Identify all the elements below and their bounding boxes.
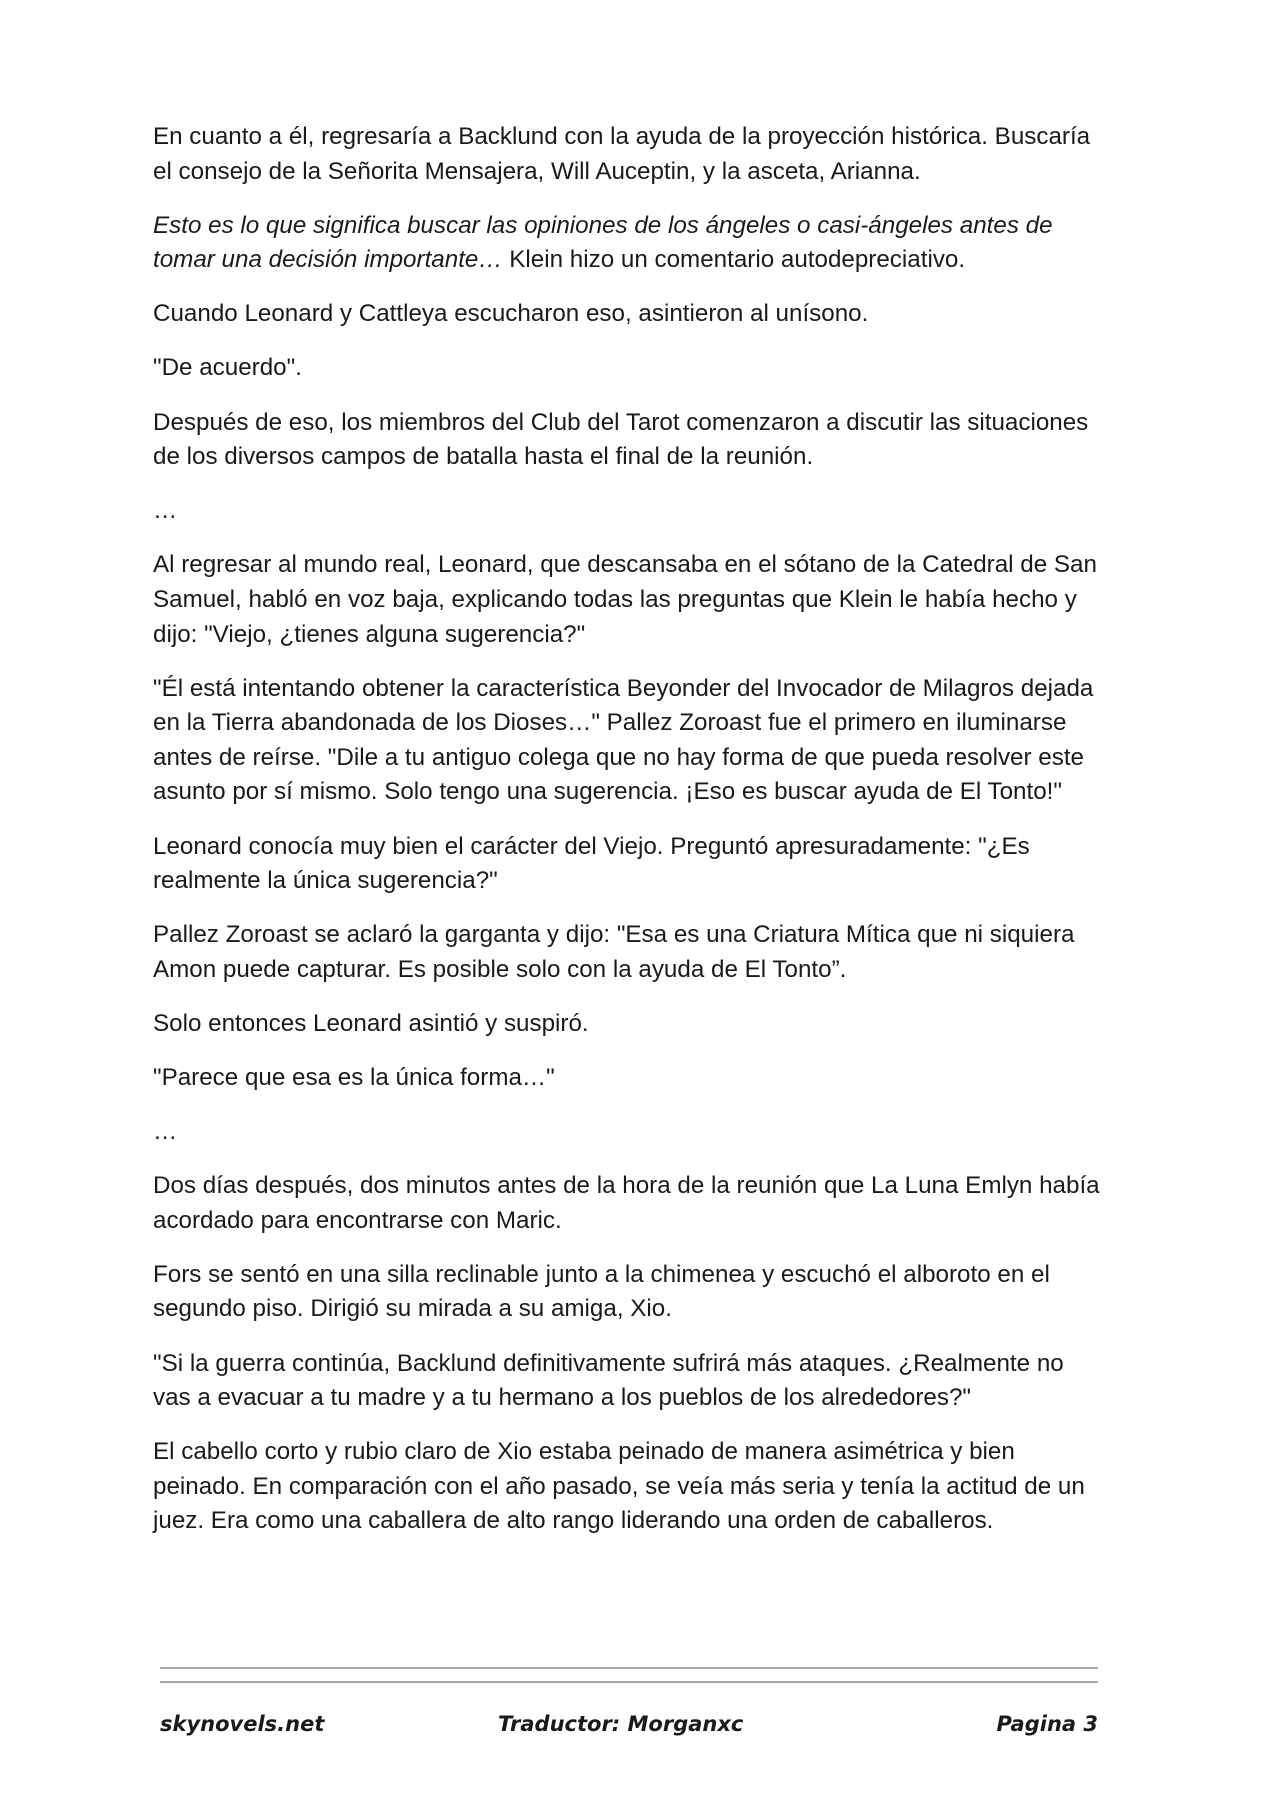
paragraph: Solo entonces Leonard asintió y suspiró.: [153, 1009, 589, 1037]
paragraph: Después de eso, los miembros del Club del Tarot comenzaron a discutir las situaciones de los diversos campos de batalla hasta el final de la reunión.: [153, 408, 1089, 471]
paragraph: "De acuerdo".: [153, 354, 302, 382]
paragraph: Esto es lo que significa buscar las opiniones de los ángeles o casi-ángeles antes de tomar una decisión importante… Klein hizo un comentario autodepreciativo.: [153, 211, 1053, 274]
document-body: [153, 120, 1108, 1559]
footer-site: skynovels.net: [160, 1712, 325, 1736]
paragraph: Dos días después, dos minutos antes de la hora de la reunión que La Luna Emlyn había acordado para encontrarse con Maric.: [153, 1172, 1100, 1234]
footer-translator: Traductor: Morganxc: [498, 1712, 744, 1736]
paragraph: Cuando Leonard y Cattleya escucharon eso, asintieron al unísono.: [153, 300, 869, 328]
paragraph: Leonard conocía muy bien el carácter del Viejo. Preguntó apresuradamente: "¿Es realmente la única sugerencia?": [153, 832, 1030, 895]
page-footer: [160, 1712, 1098, 1752]
paragraph: Fors se sentó en una silla reclinable junto a la chimenea y escuchó el alboroto en el segundo piso. Dirigió su mirada a su amiga, Xio.: [153, 1260, 1050, 1323]
paragraph: El cabello corto y rubio claro de Xio estaba peinado de manera asimétrica y bien peinado. En comparación con el año pasado, se veía más seria y tenía la actitud de un juez. Era como una caballera de alto rango liderando una orden de caballeros.: [153, 1438, 1085, 1535]
scene-break: …: [153, 1118, 178, 1146]
footer-page-number: Pagina 3: [996, 1712, 1098, 1736]
footer-divider: [160, 1667, 1098, 1683]
paragraph: Pallez Zoroast se aclaró la garganta y dijo: "Esa es una Criatura Mítica que ni siquiera Amon puede capturar. Es posible solo con la ayuda de El Tonto”.: [153, 921, 1075, 983]
italic-thought: Esto es lo que significa buscar las opiniones de los ángeles o casi-ángeles antes de tomar una decisión importante…: [153, 211, 1053, 274]
paragraph: "Él está intentando obtener la característica Beyonder del Invocador de Milagros dejada en la Tierra abandonada de los Dioses…" Pallez Zoroast fue el primero en iluminarse antes de reírse. "Dile a tu antiguo colega que no hay forma de que pueda resolver este asunto por sí mismo. Solo tengo una sugerencia. ¡Eso es buscar ayuda de El Tonto!": [153, 674, 1094, 806]
paragraph: Al regresar al mundo real, Leonard, que descansaba en el sótano de la Catedral de San Samuel, habló en voz baja, explicando todas las preguntas que Klein le había hecho y dijo: "Viejo, ¿tienes alguna sugerencia?": [153, 551, 1097, 648]
paragraph: En cuanto a él, regresaría a Backlund con la ayuda de la proyección histórica. Buscaría el consejo de la Señorita Mensajera, Will Auceptin, y la asceta, Arianna.: [153, 123, 1091, 185]
paragraph: "Si la guerra continúa, Backlund definitivamente sufrirá más ataques. ¿Realmente no vas a evacuar a tu madre y a tu hermano a los pueblos de los alrededores?": [153, 1349, 1064, 1412]
paragraph: "Parece que esa es la única forma…": [153, 1063, 555, 1091]
scene-break: …: [153, 497, 178, 525]
